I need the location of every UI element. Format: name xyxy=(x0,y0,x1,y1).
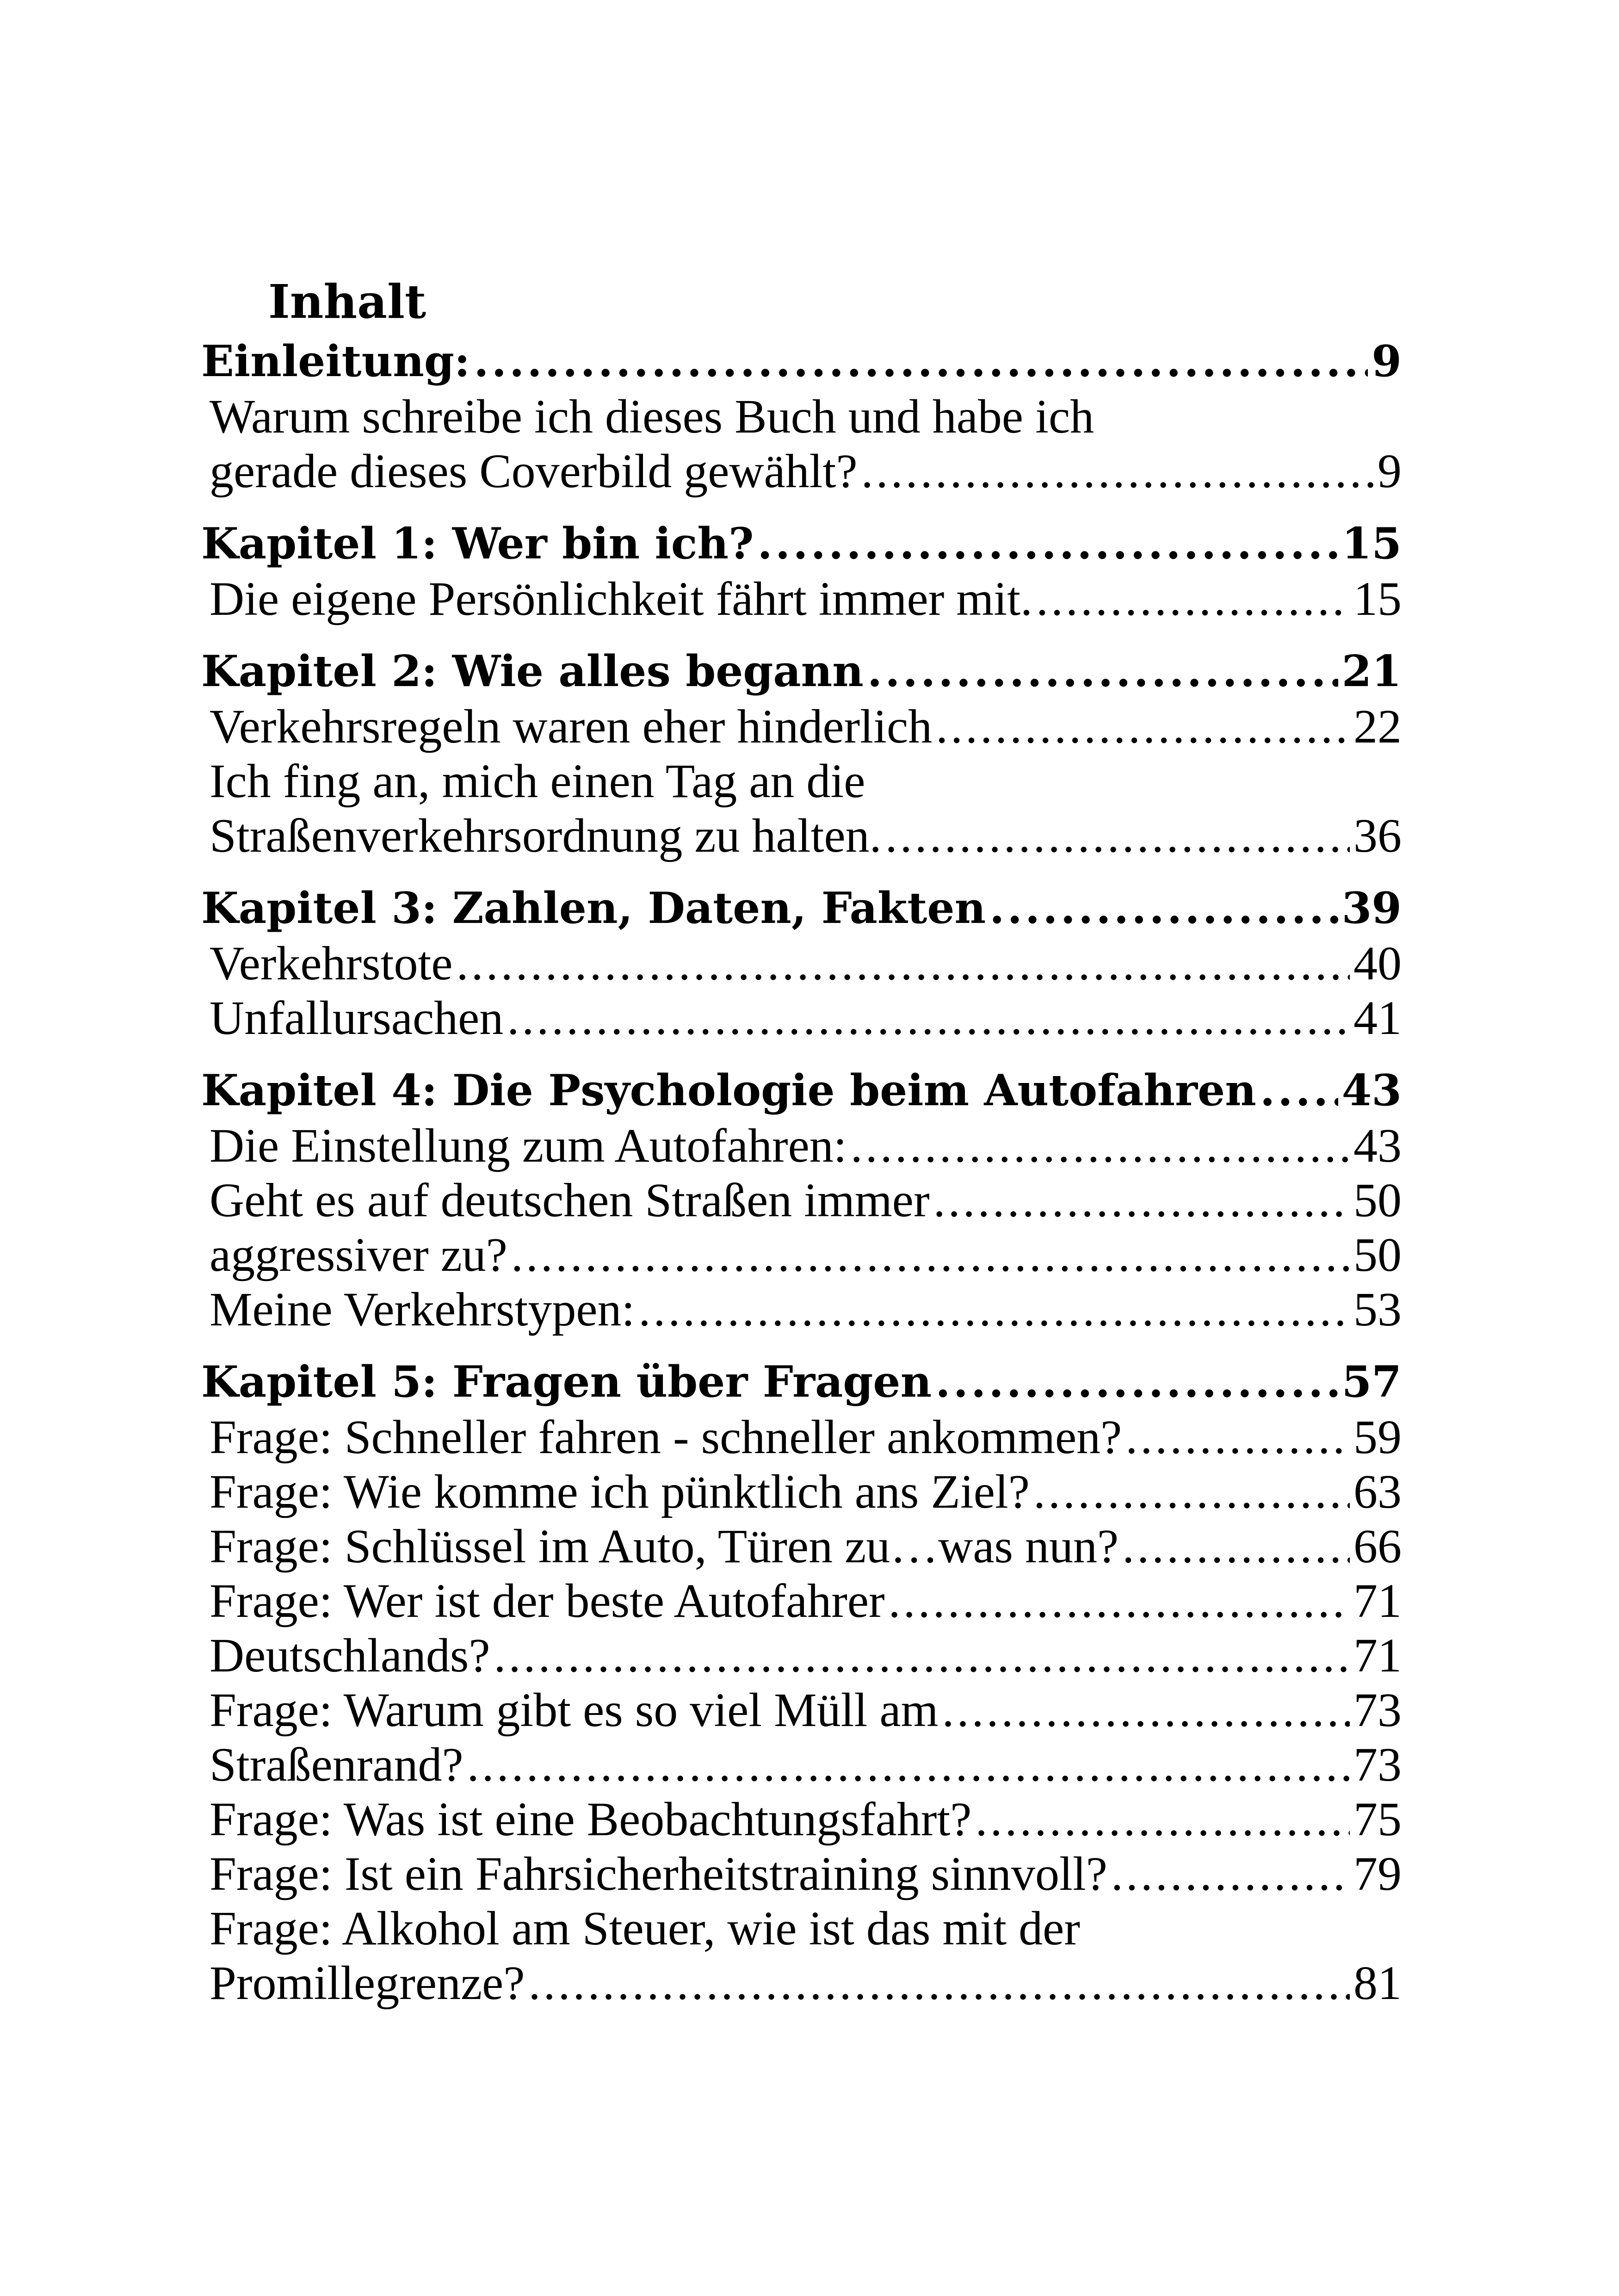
toc-page-number: 39 xyxy=(1341,883,1402,933)
toc-list xyxy=(201,333,1402,2011)
toc-section-entry[interactable] xyxy=(201,809,1402,863)
toc-section-entry[interactable] xyxy=(201,1738,1402,1792)
toc-entry-title: Frage: Wer ist der beste Autofahrer xyxy=(210,1574,885,1628)
toc-entry-title: Die Einstellung zum Autofahren: xyxy=(210,1119,847,1172)
toc-section-entry[interactable] xyxy=(201,699,1402,754)
toc-section-entry[interactable] xyxy=(201,1901,1402,1956)
toc-entry-title: gerade dieses Coverbild gewählt? xyxy=(210,445,858,498)
dot-leader xyxy=(889,1574,1350,1628)
dot-leader xyxy=(885,809,1350,863)
toc-page-number: 21 xyxy=(1341,646,1402,696)
toc-entry-title: Unfallursachen xyxy=(210,991,504,1045)
page-title: Inhalt xyxy=(268,274,426,329)
toc-page-number: 50 xyxy=(1353,1174,1402,1227)
toc-entry-title: Kapitel 5: Fragen über Fragen xyxy=(201,1356,932,1407)
toc-page-number: 63 xyxy=(1353,1465,1402,1518)
toc-section-entry[interactable] xyxy=(201,572,1402,626)
toc-chapter-entry[interactable] xyxy=(201,643,1402,699)
toc-entry-title: Frage: Schneller fahren - schneller ankommen? xyxy=(210,1411,1122,1464)
toc-page-number: 66 xyxy=(1353,1520,1402,1573)
toc-page-number: 22 xyxy=(1353,700,1402,753)
toc-section-entry[interactable] xyxy=(201,1119,1402,1173)
toc-chapter-entry[interactable] xyxy=(201,1062,1402,1119)
toc-entry-title: Meine Verkehrstypen: xyxy=(210,1283,635,1336)
dot-leader xyxy=(975,1792,1350,1847)
toc-page-number: 71 xyxy=(1353,1574,1402,1628)
dot-leader xyxy=(1036,572,1350,626)
toc-page-number: 53 xyxy=(1353,1283,1402,1336)
toc-page-number: 9 xyxy=(1378,445,1402,498)
dot-leader xyxy=(494,1628,1350,1683)
toc-page-number: 43 xyxy=(1353,1119,1402,1172)
dot-leader xyxy=(942,1683,1350,1738)
toc-section-entry[interactable] xyxy=(201,936,1402,991)
toc-entry-title: aggressiver zu? xyxy=(210,1228,507,1281)
dot-leader xyxy=(467,1738,1350,1792)
toc-entry-title: Straßenverkehrsordnung zu halten. xyxy=(210,809,882,862)
toc-entry-title: Einleitung: xyxy=(201,336,470,386)
dot-leader xyxy=(1122,1519,1350,1574)
toc-entry-title: Frage: Warum gibt es so viel Müll am xyxy=(210,1683,939,1737)
toc-entry-title: Die eigene Persönlichkeit fährt immer mit. xyxy=(210,572,1033,625)
toc-page-number: 9 xyxy=(1372,336,1402,386)
toc-entry-title: Frage: Schlüssel im Auto, Türen zu…was nun? xyxy=(210,1520,1119,1573)
toc-entry-title: Straßenrand? xyxy=(210,1738,463,1791)
dot-leader xyxy=(507,991,1350,1046)
toc-entry-title: Kapitel 1: Wer bin ich? xyxy=(201,518,754,569)
toc-section-entry[interactable] xyxy=(201,754,1402,809)
toc-chapter-entry[interactable] xyxy=(201,1354,1402,1410)
toc-section-entry[interactable] xyxy=(201,1410,1402,1465)
dot-leader xyxy=(457,936,1350,991)
toc-page-number: 81 xyxy=(1353,1956,1402,2010)
toc-page-number: 57 xyxy=(1341,1356,1402,1407)
dot-leader xyxy=(851,1119,1350,1173)
dot-leader xyxy=(638,1282,1350,1337)
toc-entry-title: Warum schreibe ich dieses Buch und habe ich xyxy=(210,390,1094,443)
dot-leader xyxy=(989,880,1338,936)
dot-leader xyxy=(933,1173,1350,1228)
dot-leader xyxy=(867,643,1338,699)
toc-section-entry[interactable] xyxy=(201,1574,1402,1628)
toc-page-number: 43 xyxy=(1341,1065,1402,1115)
toc-section-entry[interactable] xyxy=(201,1956,1402,2011)
toc-entry-title: Ich fing an, mich einen Tag an die xyxy=(210,755,865,808)
toc-section-entry[interactable] xyxy=(201,1792,1402,1847)
toc-section-entry[interactable] xyxy=(201,1173,1402,1228)
toc-entry-title: Geht es auf deutschen Straßen immer xyxy=(210,1174,930,1227)
toc-page-number: 75 xyxy=(1353,1793,1402,1846)
toc-entry-title: Verkehrsregeln waren eher hinderlich xyxy=(210,700,933,753)
dot-leader xyxy=(511,1228,1350,1282)
toc-chapter-entry[interactable] xyxy=(201,515,1402,572)
toc-section-entry[interactable] xyxy=(201,1228,1402,1282)
toc-section-entry[interactable] xyxy=(201,444,1402,499)
toc-entry-title: Kapitel 2: Wie alles begann xyxy=(201,646,864,696)
toc-page-number: 41 xyxy=(1353,991,1402,1045)
toc-entry-title: Kapitel 4: Die Psychologie beim Autofahren xyxy=(201,1065,1256,1115)
toc-page-number: 15 xyxy=(1353,572,1402,625)
toc-section-entry[interactable] xyxy=(201,1847,1402,1901)
toc-section-entry[interactable] xyxy=(201,1282,1402,1337)
toc-page-number: 71 xyxy=(1353,1629,1402,1682)
toc-section-entry[interactable] xyxy=(201,390,1402,444)
toc-page-number: 79 xyxy=(1353,1847,1402,1900)
toc-entry-title: Verkehrstote xyxy=(210,937,453,990)
toc-page-number: 73 xyxy=(1353,1683,1402,1737)
dot-leader xyxy=(1125,1410,1350,1465)
toc-chapter-entry[interactable] xyxy=(201,880,1402,936)
toc-entry-title: Kapitel 3: Zahlen, Daten, Fakten xyxy=(201,883,986,933)
toc-section-entry[interactable] xyxy=(201,1683,1402,1738)
toc-section-entry[interactable] xyxy=(201,1465,1402,1519)
dot-leader xyxy=(1111,1847,1350,1901)
dot-leader xyxy=(1260,1062,1338,1119)
dot-leader xyxy=(1033,1465,1350,1519)
toc-page-number: 40 xyxy=(1353,937,1402,990)
toc-entry-title: Deutschlands? xyxy=(210,1629,490,1682)
table-of-contents-page xyxy=(201,273,1402,2011)
toc-entry-title: Frage: Ist ein Fahrsicherheitstraining sinnvoll? xyxy=(210,1847,1107,1900)
toc-entry-title: Frage: Alkohol am Steuer, wie ist das mit der xyxy=(210,1902,1080,1955)
toc-chapter-entry[interactable] xyxy=(201,333,1402,390)
toc-page-number: 36 xyxy=(1353,809,1402,862)
dot-leader xyxy=(758,515,1338,572)
toc-section-entry[interactable] xyxy=(201,1519,1402,1574)
dot-leader xyxy=(936,699,1350,754)
toc-section-entry[interactable] xyxy=(201,1628,1402,1683)
toc-page-number: 73 xyxy=(1353,1738,1402,1791)
toc-page-number: 50 xyxy=(1353,1228,1402,1281)
dot-leader xyxy=(528,1956,1350,2011)
dot-leader xyxy=(474,333,1368,390)
dot-leader xyxy=(861,444,1374,499)
toc-entry-title: Frage: Was ist eine Beobachtungsfahrt? xyxy=(210,1793,972,1846)
dot-leader xyxy=(935,1354,1338,1410)
toc-page-number: 15 xyxy=(1341,518,1402,569)
toc-entry-title: Promillegrenze? xyxy=(210,1956,525,2010)
toc-entry-title: Frage: Wie komme ich pünktlich ans Ziel? xyxy=(210,1465,1030,1518)
toc-page-number: 59 xyxy=(1353,1411,1402,1464)
toc-section-entry[interactable] xyxy=(201,991,1402,1046)
